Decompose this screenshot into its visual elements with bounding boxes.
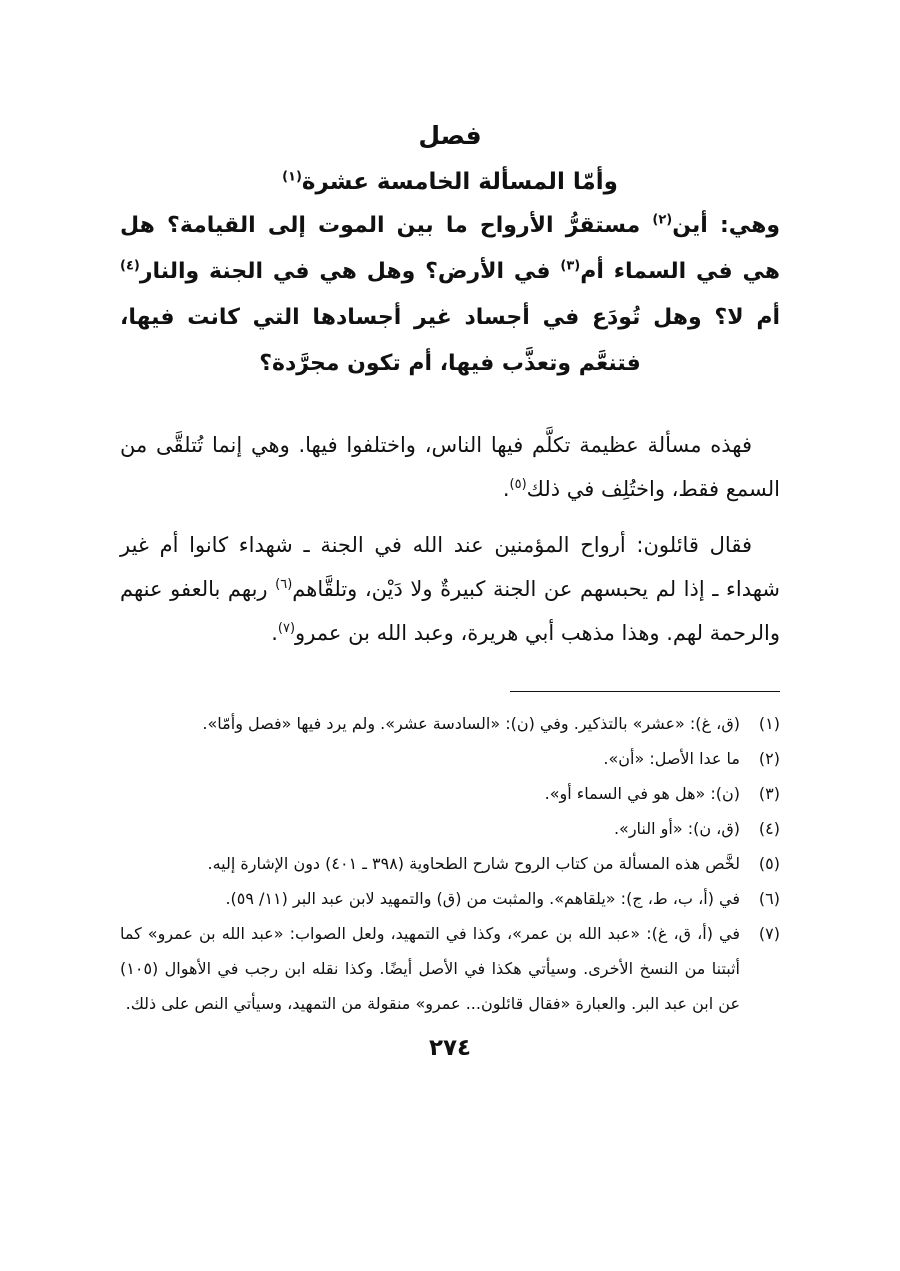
footnote-number: (٧): [758, 924, 780, 943]
footnote-item: [120, 706, 780, 741]
footnote-ref-5: (٥): [509, 477, 527, 492]
body-paragraph-1: [120, 423, 780, 511]
body-text-part: فهذه مسألة عظيمة تكلَّم فيها الناس، واختلفوا فيها. وهي إنما تُتلقَّى من السمع فقط، واختُلِف في ذلك: [120, 433, 780, 501]
body-paragraph-2: [120, 523, 780, 655]
footnote-list: [120, 706, 780, 1021]
footnote-item: [120, 811, 780, 846]
section-heading: فصل: [418, 121, 482, 150]
footnote-ref-4: (٤): [120, 258, 140, 274]
footnote-ref-6: (٦): [275, 577, 293, 592]
footnote-ref-2: (٢): [652, 212, 673, 228]
footnote-number: (١): [758, 714, 780, 733]
footnote-item: [120, 881, 780, 916]
footnote-text: (ق، ن): «أو النار».: [613, 819, 740, 838]
book-page: [120, 120, 780, 1061]
footnote-text: ما عدا الأصل: «أن».: [603, 749, 740, 768]
footnote-separator: [510, 691, 780, 692]
footnote-text: في (أ، ق، غ): «عبد الله بن عمر»، وكذا في التمهيد، ولعل الصواب: «عبد الله بن عمرو» كما أثبتنا من النسخ الأخرى. وسيأتي هكذا في الأصل أيضًا. وكذا نقله ابن رجب في الأهوال (١٠٥) عن ابن عبد البر. والعبارة «فقال قائلون... عمرو» منقولة من التمهيد، وسيأتي النص على ذلك.: [120, 924, 740, 1013]
body-text-part: ربهم بالعفو عنهم والرحمة لهم. وهذا مذهب أبي هريرة، وعبد الله بن عمرو: [120, 577, 780, 645]
footnote-item: [120, 741, 780, 776]
footnote-ref-7: (٧): [277, 621, 296, 636]
question-text-part: مستقرُّ الأرواح ما بين الموت إلى القيامة؟ هل هي في السماء أم: [120, 213, 780, 284]
footnote-number: (٥): [758, 854, 780, 873]
footnote-number: (٣): [758, 784, 780, 803]
footnote-text: (ق، غ): «عشر» بالتذكير. وفي (ن): «السادسة عشر». ولم يرد فيها «فصل وأمّا».: [202, 714, 740, 733]
question-paragraph: [120, 203, 780, 387]
footnote-item: [120, 846, 780, 881]
footnote-ref-3: (٣): [560, 258, 581, 274]
issue-title: [120, 165, 780, 200]
footnote-number: (٦): [758, 889, 780, 908]
footnote-ref-1: (١): [282, 168, 302, 184]
footnote-number: (٢): [758, 749, 780, 768]
footnote-item: [120, 916, 780, 1021]
body-text-part: .: [502, 477, 510, 501]
question-text-part: في الأرض؟ وهل هي في الجنة والنار: [139, 259, 561, 284]
footnote-text: لخَّص هذه المسألة من كتاب الروح شارح الطحاوية (٣٩٨ ـ ٤٠١) دون الإشارة إليه.: [207, 854, 740, 873]
issue-title-text: وأمّا المسألة الخامسة عشرة: [301, 168, 618, 195]
body-text-part: فقال قائلون: أرواح المؤمنين عند الله في الجنة ـ شهداء كانوا أم غير شهداء ـ إذا لم يحبسهم عن الجنة كبيرةٌ ولا دَيْن، وتلقَّاهم: [120, 533, 781, 601]
body-text-part: .: [271, 621, 278, 645]
question-text-part: وهي: أين: [672, 213, 780, 238]
footnote-number: (٤): [758, 819, 780, 838]
page-number: ٢٧٤: [428, 1035, 472, 1061]
question-text-part: أم لا؟ وهل تُودَع في أجساد غير أجسادها التي كانت فيها، فتنعَّم وتعذَّب فيها، أم تكون مجرَّدة؟: [120, 305, 780, 376]
footnote-item: [120, 776, 780, 811]
footnote-text: (ن): «هل هو في السماء أو».: [544, 784, 740, 803]
footnote-text: في (أ، ب، ط، ج): «يلقاهم». والمثبت من (ق) والتمهيد لابن عبد البر (١١/ ٥٩).: [225, 889, 740, 908]
